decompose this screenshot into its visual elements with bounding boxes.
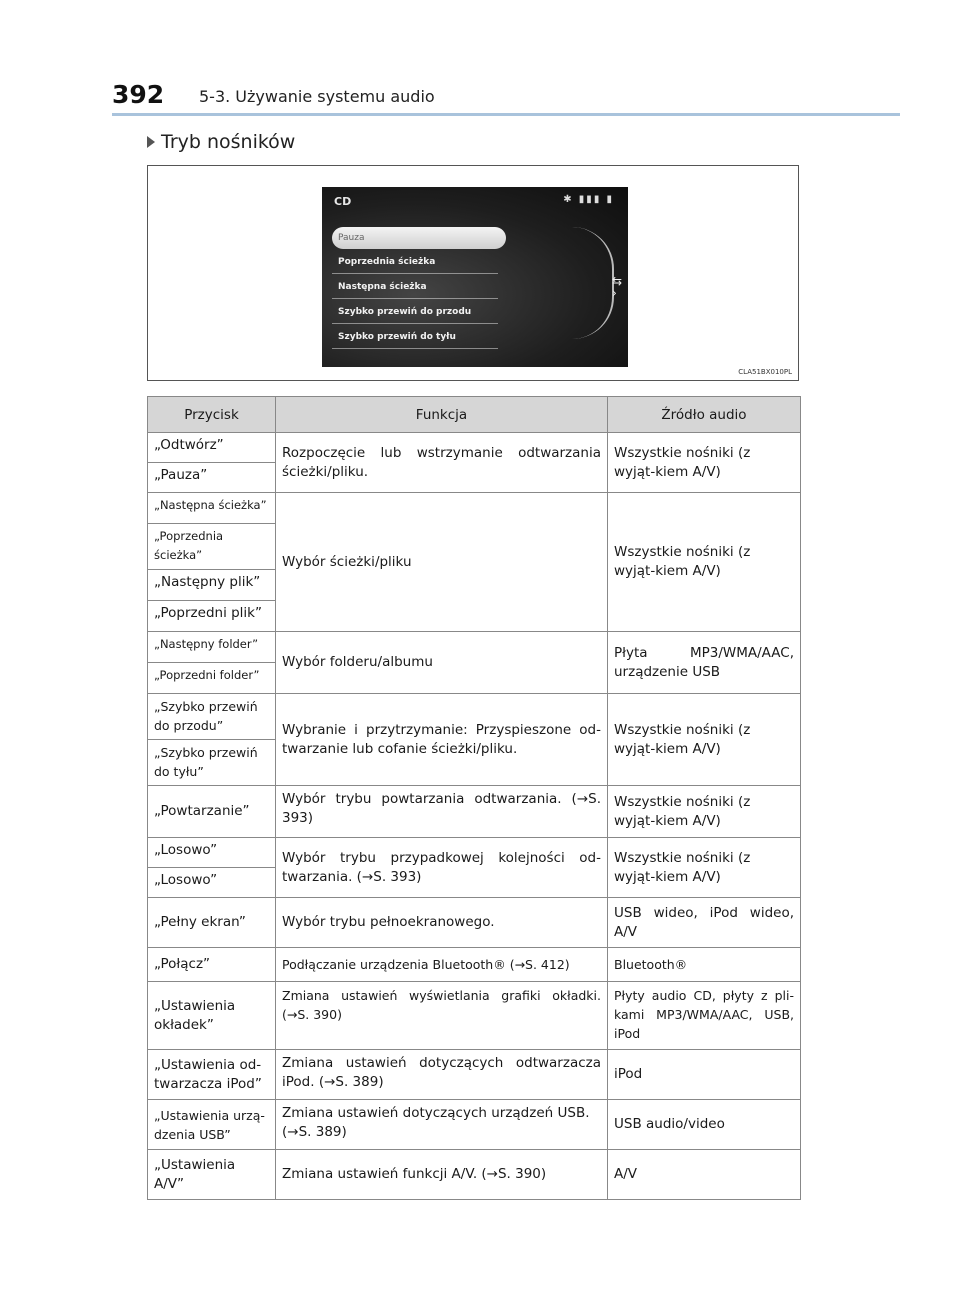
button-cell: „Połącz” (148, 948, 276, 982)
table-row (148, 898, 801, 948)
button-cell: „Poprzedni folder” (148, 663, 276, 694)
triangle-bullet-icon (147, 136, 155, 148)
figure-code: CLA51BX010PL (738, 368, 792, 376)
source-cell: Wszystkie nośniki (z wyjąt-kiem A/V) (608, 694, 801, 786)
table-row (148, 1050, 801, 1100)
function-cell: Wybór folderu/albumu (276, 632, 608, 694)
header-rule (112, 113, 900, 116)
source-cell: Płyta MP3/WMA/AAC, urządzenie USB (608, 632, 801, 694)
function-cell: Wybór trybu pełnoekranowego. (276, 898, 608, 948)
button-cell: „Ustawienia okładek” (148, 982, 276, 1050)
source-cell: Wszystkie nośniki (z wyjąt-kiem A/V) (608, 433, 801, 493)
menu-item-fast-forward[interactable]: Szybko przewiń do przodu (332, 301, 498, 324)
function-cell: Wybranie i przytrzymanie: Przyspieszone od-twarzanie lub cofanie ścieżki/pliku. (276, 694, 608, 786)
subsection-title: Tryb nośników (161, 131, 296, 153)
table-row (148, 694, 801, 740)
page-number: 392 (112, 80, 165, 109)
table-row (148, 1150, 801, 1200)
function-cell: Wybór ścieżki/pliku (276, 493, 608, 632)
button-cell: „Następny plik” (148, 570, 276, 601)
source-cell: A/V (608, 1150, 801, 1200)
table-row (148, 786, 801, 838)
section-title: 5-3. Używanie systemu audio (199, 87, 435, 106)
menu-item-pause[interactable]: Pauza (332, 227, 506, 249)
table-row (148, 1100, 801, 1150)
function-cell: Zmiana ustawień dotyczących odtwarzacza iPod. (→S. 389) (276, 1050, 608, 1100)
screen-title: CD (334, 195, 352, 208)
button-cell: „Powtarzanie” (148, 786, 276, 838)
table-row (148, 433, 801, 463)
button-cell: „Szybko przewiń do tyłu” (148, 740, 276, 786)
button-cell: „Ustawienia od-twarzacza iPod” (148, 1050, 276, 1100)
table-header-row (148, 397, 801, 433)
button-cell: „Szybko przewiń do przodu” (148, 694, 276, 740)
button-cell: „Losowo” (148, 838, 276, 868)
button-cell: „Odtwórz” (148, 433, 276, 463)
source-cell: Wszystkie nośniki (z wyjąt-kiem A/V) (608, 838, 801, 898)
display-screenshot (322, 187, 628, 367)
source-cell: USB wideo, iPod wideo, A/V (608, 898, 801, 948)
function-cell: Podłączanie urządzenia Bluetooth® (→S. 412) (276, 948, 608, 982)
function-cell: Zmiana ustawień funkcji A/V. (→S. 390) (276, 1150, 608, 1200)
source-cell: Wszystkie nośniki (z wyjąt-kiem A/V) (608, 786, 801, 838)
button-cell: „Pauza” (148, 463, 276, 493)
source-cell: Bluetooth® (608, 948, 801, 982)
button-cell: „Następny folder” (148, 632, 276, 663)
header-function: Funkcja (276, 397, 608, 433)
button-cell: „Ustawienia urzą-dzenia USB” (148, 1100, 276, 1150)
screen-figure (147, 165, 799, 381)
header-button: Przycisk (148, 397, 276, 433)
function-cell: Zmiana ustawień dotyczących urządzeń USB. (→S. 389) (276, 1100, 608, 1150)
button-cell: „Pełny ekran” (148, 898, 276, 948)
table-row (148, 493, 801, 524)
button-cell: „Losowo” (148, 868, 276, 898)
button-cell: „Ustawienia A/V” (148, 1150, 276, 1200)
table-row (148, 632, 801, 663)
source-cell: iPod (608, 1050, 801, 1100)
source-cell: Wszystkie nośniki (z wyjąt-kiem A/V) (608, 493, 801, 632)
function-cell: Rozpoczęcie lub wstrzymanie odtwarzania ścieżki/pliku. (276, 433, 608, 493)
menu-item-next-track[interactable]: Następna ścieżka (332, 276, 498, 299)
menu-item-rewind[interactable]: Szybko przewiń do tyłu (332, 326, 498, 349)
scroll-arc (572, 227, 614, 339)
function-cell: Wybór trybu powtarzania odtwarzania. (→S. 393) (276, 786, 608, 838)
header-source: Źródło audio (608, 397, 801, 433)
source-cell: Płyty audio CD, płyty z pli-kami MP3/WMA/AAC, USB, iPod (608, 982, 801, 1050)
button-cell: „Poprzednia ścieżka” (148, 524, 276, 570)
status-icons: ✱ ▮▮▮ ▮ (563, 194, 614, 205)
function-cell: Wybór trybu przypadkowej kolejności od-twarzania. (→S. 393) (276, 838, 608, 898)
table-row (148, 948, 801, 982)
back-arrow-icon[interactable]: ⇆ › (611, 274, 622, 300)
source-cell: USB audio/video (608, 1100, 801, 1150)
menu-item-previous-track[interactable]: Poprzednia ścieżka (332, 251, 498, 274)
function-cell: Zmiana ustawień wyświetlania grafiki okładki. (→S. 390) (276, 982, 608, 1050)
table-row (148, 838, 801, 868)
table-row (148, 982, 801, 1050)
functions-table (147, 396, 801, 1200)
button-cell: „Poprzedni plik” (148, 601, 276, 632)
button-cell: „Następna ścieżka” (148, 493, 276, 524)
subsection-heading (147, 131, 295, 153)
